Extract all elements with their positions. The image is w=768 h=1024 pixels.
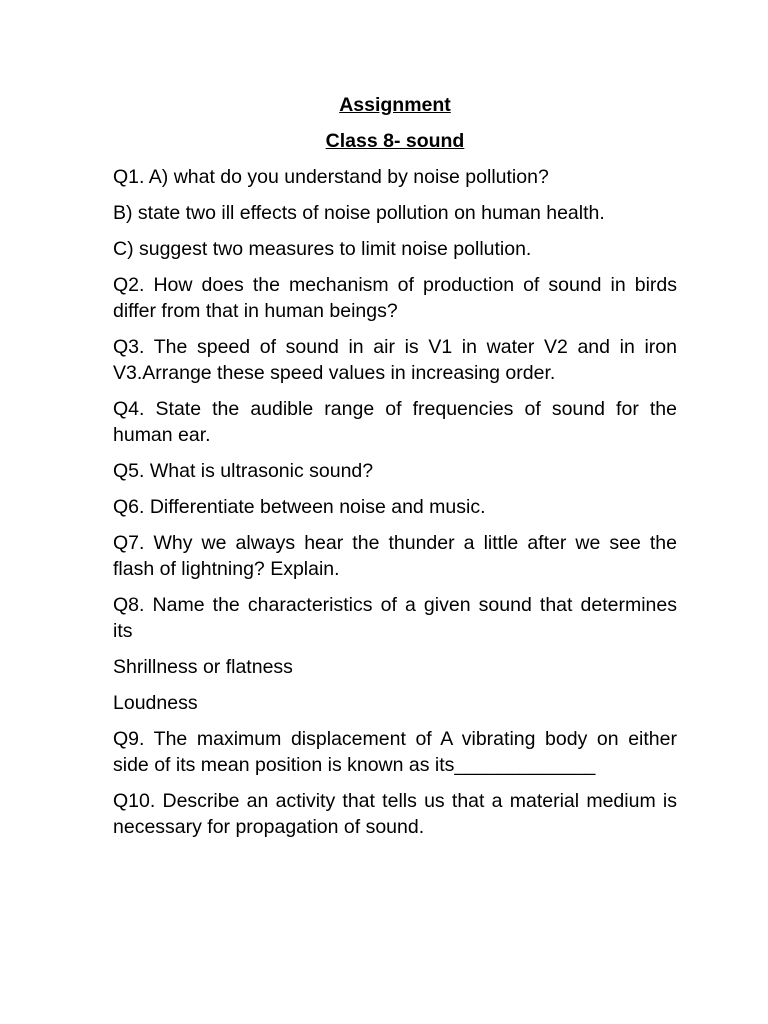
document-page <box>113 92 677 850</box>
question-q10: Q10. Describe an activity that tells us that a material medium is necessary for propagation of sound. <box>113 790 677 838</box>
question-q2: Q2. How does the mechanism of production of sound in birds differ from that in human beings? <box>113 274 677 322</box>
question-q7: Q7. Why we always hear the thunder a little after we see the flash of lightning? Explain. <box>113 532 677 580</box>
document-title: Assignment <box>339 94 451 116</box>
question-q6: Q6. Differentiate between noise and music. <box>113 496 486 518</box>
question-q8: Q8. Name the characteristics of a given sound that determines its <box>113 594 677 642</box>
document-subtitle: Class 8- sound <box>325 130 465 152</box>
question-q4: Q4. State the audible range of frequencies of sound for the human ear. <box>113 398 677 446</box>
question-q1c: C) suggest two measures to limit noise pollution. <box>113 238 532 260</box>
question-q8-item-loudness: Loudness <box>113 692 198 714</box>
question-q1b: B) state two ill effects of noise pollution on human health. <box>113 202 605 224</box>
question-q1a: Q1. A) what do you understand by noise pollution? <box>113 166 549 188</box>
question-q8-item-shrillness: Shrillness or flatness <box>113 656 293 678</box>
question-q5: Q5. What is ultrasonic sound? <box>113 460 374 482</box>
question-q9: Q9. The maximum displacement of A vibrating body on either side of its mean position is known as its_____________ <box>113 728 677 776</box>
question-q3: Q3. The speed of sound in air is V1 in water V2 and in iron V3.Arrange these speed values in increasing order. <box>113 336 677 384</box>
